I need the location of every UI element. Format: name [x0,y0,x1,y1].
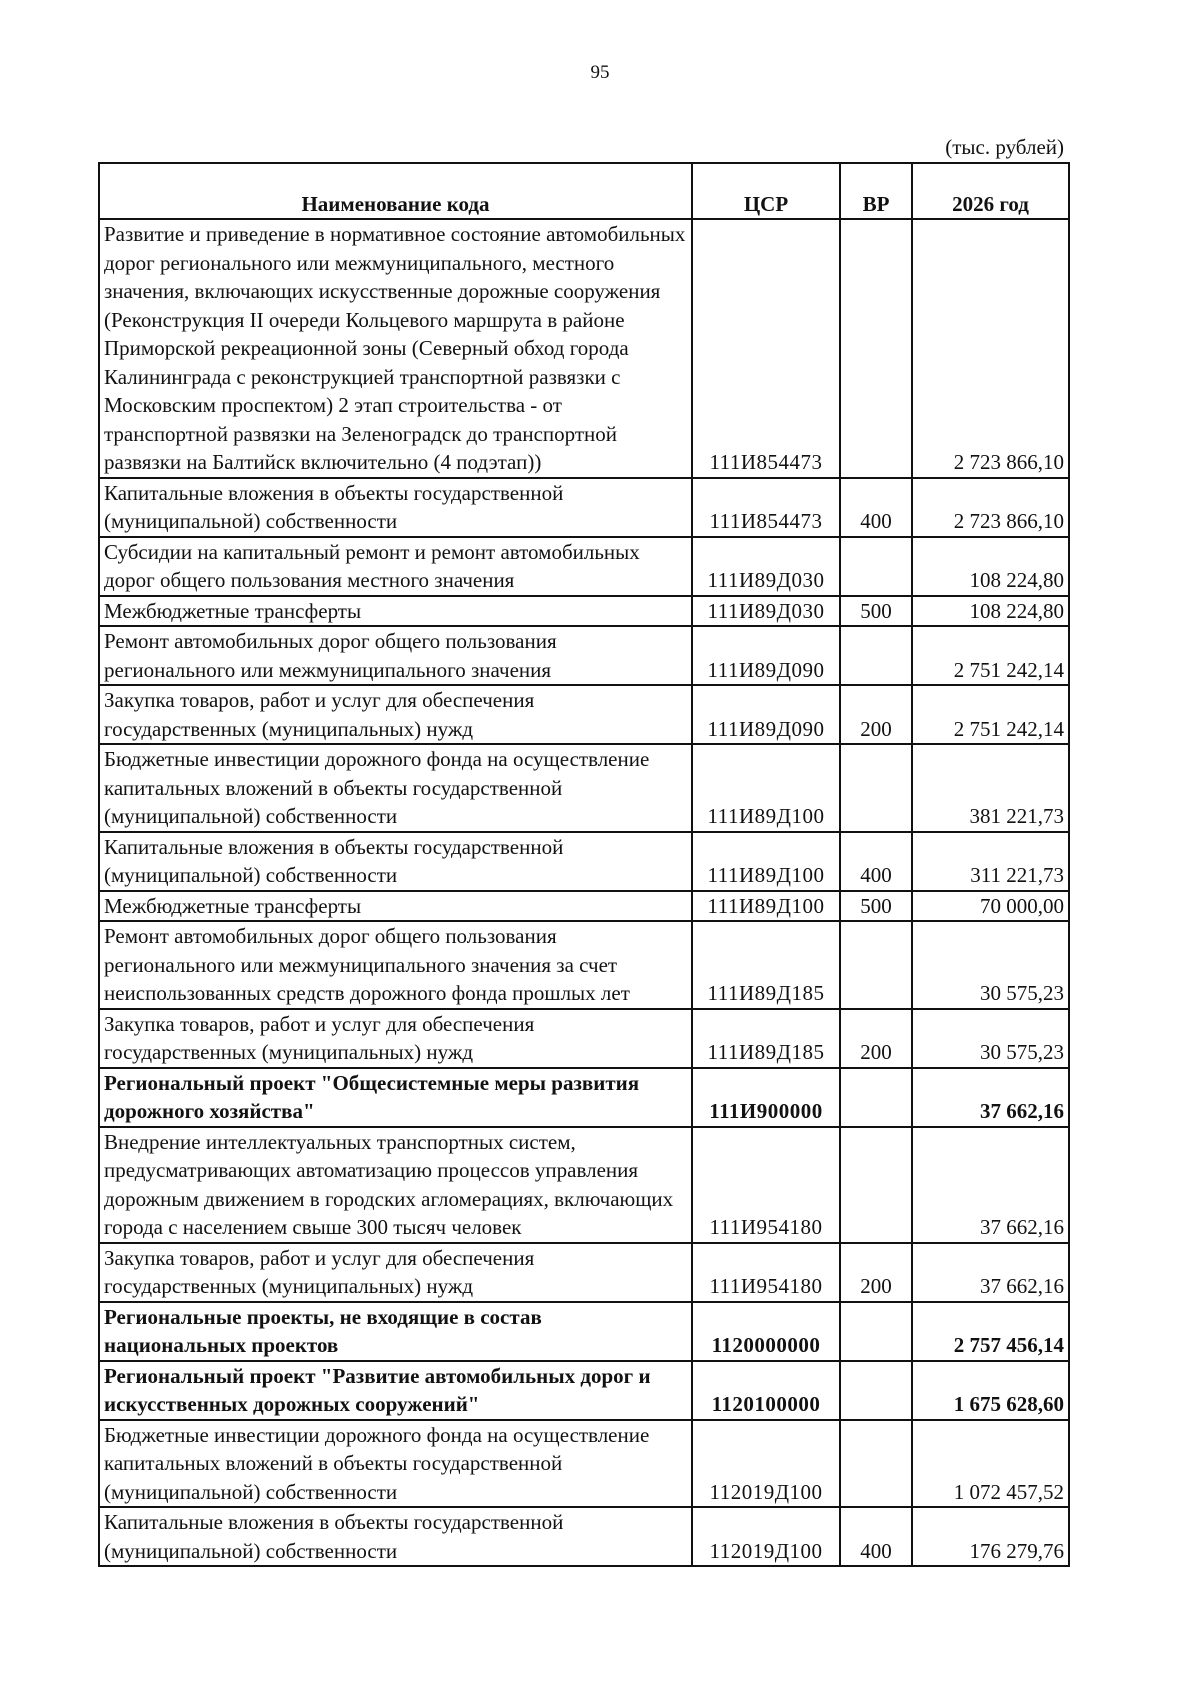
table-row [99,1507,1069,1566]
row-csr: 111И900000 [692,1068,840,1127]
row-csr: 111И89Д090 [692,626,840,685]
table-row [99,1243,1069,1302]
row-amount: 37 662,16 [912,1127,1069,1243]
table-row [99,1127,1069,1243]
row-csr: 1120100000 [692,1361,840,1420]
row-vr: 400 [840,1507,912,1566]
row-csr: 111И954180 [692,1243,840,1302]
row-amount: 1 675 628,60 [912,1361,1069,1420]
row-name: Закупка товаров, работ и услуг для обеспечения государственных (муниципальных) нужд [99,685,692,744]
row-csr: 111И854473 [692,219,840,478]
row-amount: 2 751 242,14 [912,626,1069,685]
row-vr [840,921,912,1009]
table-header-row [99,163,1069,219]
row-amount: 2 723 866,10 [912,219,1069,478]
row-csr: 112019Д100 [692,1507,840,1566]
row-csr: 111И89Д100 [692,744,840,832]
row-name: Закупка товаров, работ и услуг для обеспечения государственных (муниципальных) нужд [99,1009,692,1068]
table-row [99,537,1069,596]
header-year: 2026 год [912,163,1069,219]
row-amount: 2 757 456,14 [912,1302,1069,1361]
row-amount: 30 575,23 [912,921,1069,1009]
table-row [99,596,1069,627]
row-vr [840,626,912,685]
row-name: Капитальные вложения в объекты государственной (муниципальной) собственности [99,478,692,537]
row-name: Закупка товаров, работ и услуг для обеспечения государственных (муниципальных) нужд [99,1243,692,1302]
page-number: 95 [590,62,610,83]
table-row [99,478,1069,537]
row-csr: 111И89Д100 [692,832,840,891]
row-csr: 111И89Д090 [692,685,840,744]
table-row [99,1420,1069,1508]
row-amount: 311 221,73 [912,832,1069,891]
row-amount: 37 662,16 [912,1068,1069,1127]
row-vr [840,1361,912,1420]
row-csr: 111И89Д185 [692,921,840,1009]
row-name: Региональный проект "Развитие автомобильных дорог и искусственных дорожных сооружений" [99,1361,692,1420]
row-vr [840,1068,912,1127]
row-name: Бюджетные инвестиции дорожного фонда на осуществление капитальных вложений в объекты государственной (муниципальной) собственности [99,744,692,832]
row-name: Межбюджетные трансферты [99,596,692,627]
table-row [99,1361,1069,1420]
row-csr: 112019Д100 [692,1420,840,1508]
table-row [99,832,1069,891]
row-name: Капитальные вложения в объекты государственной (муниципальной) собственности [99,1507,692,1566]
row-vr: 200 [840,1243,912,1302]
table-body [99,219,1069,1566]
row-vr: 500 [840,596,912,627]
row-amount: 176 279,76 [912,1507,1069,1566]
row-amount: 381 221,73 [912,744,1069,832]
row-name: Развитие и приведение в нормативное состояние автомобильных дорог регионального или межмуниципального, местного значения, включающих искусственные дорожные сооружения (Реконструкция II очереди Кольцевого маршрута в районе Приморской рекреационной зоны (Северный обход города Калининграда с реконструкцией транспортной развязки с Московским проспектом) 2 этап строительства - от транспортной развязки на Зеленоградск до транспортной развязки на Балтийск включительно (4 подэтап)) [99,219,692,478]
table-row [99,685,1069,744]
row-name: Капитальные вложения в объекты государственной (муниципальной) собственности [99,832,692,891]
row-amount: 108 224,80 [912,596,1069,627]
row-amount: 2 751 242,14 [912,685,1069,744]
row-vr [840,1420,912,1508]
row-amount: 2 723 866,10 [912,478,1069,537]
row-name: Внедрение интеллектуальных транспортных систем, предусматривающих автоматизацию процессов управления дорожным движением в городских агломерациях, включающих города с населением свыше 300 тысяч человек [99,1127,692,1243]
row-name: Региональные проекты, не входящие в состав национальных проектов [99,1302,692,1361]
row-vr [840,744,912,832]
row-vr [840,1302,912,1361]
table-row [99,921,1069,1009]
units-label: (тыс. рублей) [945,135,1064,159]
row-vr [840,1127,912,1243]
row-vr: 500 [840,891,912,922]
row-vr [840,537,912,596]
row-amount: 70 000,00 [912,891,1069,922]
header-name: Наименование кода [99,163,692,219]
row-vr: 200 [840,1009,912,1068]
row-amount: 108 224,80 [912,537,1069,596]
row-csr: 111И89Д030 [692,537,840,596]
table-row [99,744,1069,832]
row-vr: 200 [840,685,912,744]
row-vr: 400 [840,478,912,537]
row-csr: 111И854473 [692,478,840,537]
row-csr: 111И89Д185 [692,1009,840,1068]
row-amount: 30 575,23 [912,1009,1069,1068]
row-vr: 400 [840,832,912,891]
header-vr: ВР [840,163,912,219]
row-csr: 111И89Д100 [692,891,840,922]
table-row [99,891,1069,922]
row-csr: 111И89Д030 [692,596,840,627]
row-name: Бюджетные инвестиции дорожного фонда на осуществление капитальных вложений в объекты государственной (муниципальной) собственности [99,1420,692,1508]
row-name: Региональный проект "Общесистемные меры развития дорожного хозяйства" [99,1068,692,1127]
row-amount: 1 072 457,52 [912,1420,1069,1508]
header-csr: ЦСР [692,163,840,219]
row-vr [840,219,912,478]
row-name: Ремонт автомобильных дорог общего пользования регионального или межмуниципального значения за счет неиспользованных средств дорожного фонда прошлых лет [99,921,692,1009]
table-row [99,626,1069,685]
row-amount: 37 662,16 [912,1243,1069,1302]
table-row [99,1302,1069,1361]
row-name: Ремонт автомобильных дорог общего пользования регионального или межмуниципального значения [99,626,692,685]
row-name: Межбюджетные трансферты [99,891,692,922]
budget-table [98,162,1070,1567]
row-csr: 1120000000 [692,1302,840,1361]
table-row [99,219,1069,478]
row-name: Субсидии на капитальный ремонт и ремонт автомобильных дорог общего пользования местного значения [99,537,692,596]
row-csr: 111И954180 [692,1127,840,1243]
table-row [99,1009,1069,1068]
table-row [99,1068,1069,1127]
